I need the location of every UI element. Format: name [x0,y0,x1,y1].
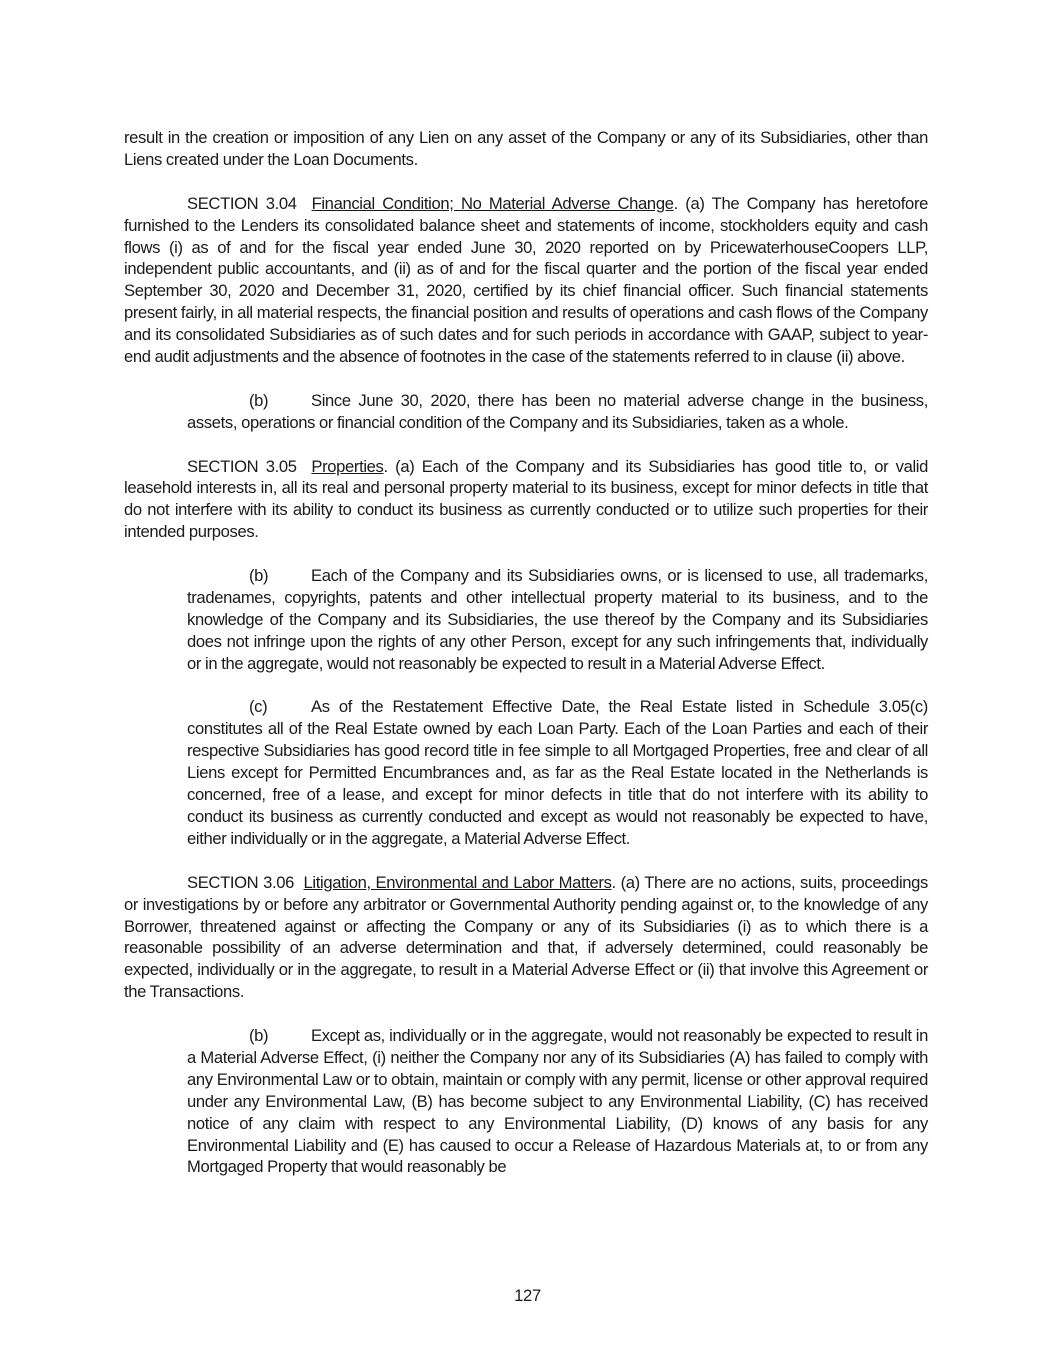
document-body [124,127,928,1178]
subsection-3-05-c [187,696,928,849]
section-text: . (a) Each of the Company and its Subsidiaries has good title to, or valid leasehold interests in, all its real and personal property material to its business, except for minor defects in title that do not interfere with its ability to conduct its business as currently conducted or to utilize such properties for their intended purposes. [124,456,929,542]
subsection-3-04-b [187,390,928,434]
subsection-label: (b) [249,566,269,586]
subsection-text: Except as, individually or in the aggregate, would not reasonably be expected to result in a Material Adverse Effect, (i) neither the Company nor any of its Subsidiaries (A) has failed to comply with any Environmental Law or to obtain, maintain or comply with any permit, license or other approval required under any Environmental Law, (B) has become subject to any Environmental Liability, (C) has received notice of any claim with respect to any Environmental Liability, (D) knows of any basis for any Environmental Liability and (E) has caused to occur a Release of Hazardous Materials at, to or from any Mortgaged Property that would reasonably be [187,1026,928,1177]
section-heading: Financial Condition; No Material Adverse Change [311,193,674,213]
section-text: . (a) There are no actions, suits, proceedings or investigations by or before any arbitrator or Governmental Authority pending against or, to the knowledge of any Borrower, threatened against or affecting the Company or any of its Subsidiaries (i) as to which there is a reasonable possibility of an adverse determination and that, if adversely determined, could reasonably be expected, individually or in the aggregate, to result in a Material Adverse Effect or (ii) that involve this Agreement or the Transactions. [124,872,928,1002]
section-number: SECTION 3.06 [187,872,294,892]
paragraph-continuation: result in the creation or imposition of any Lien on any asset of the Company or any of its Subsidiaries, other than Liens created under the Loan Documents. [124,128,928,169]
section-heading: Litigation, Environmental and Labor Matters [303,872,612,892]
subsection-text: Since June 30, 2020, there has been no material adverse change in the business, assets, operations or financial condition of the Company and its Subsidiaries, taken as a whole. [187,390,928,432]
section-text: . (a) The Company has heretofore furnished to the Lenders its consolidated balance sheet and statements of income, stockholders equity and cash flows (i) as of and for the fiscal year ended June 30, 2020 reported on by PricewaterhouseCoopers LLP, independent public accountants, and (ii) as of and for the fiscal quarter and the portion of the fiscal year ended September 30, 2020 and December 31, 2020, certified by its chief financial officer. Such financial statements present fairly, in all material respects, the financial position and results of operations and cash flows of the Company and its consolidated Subsidiaries as of such dates and for such periods in accordance with GAAP, subject to year-end audit adjustments and the absence of footnotes in the case of the statements referred to in clause (ii) above. [124,193,928,367]
page-number: 127 [514,1286,541,1305]
section-heading: Properties [311,456,384,476]
section-3-06 [124,872,928,1003]
subsection-3-06-b [187,1025,928,1178]
subsection-label: (c) [249,697,268,717]
subsection-label: (b) [249,1026,269,1046]
subsection-3-05-b [187,565,928,675]
subsection-text: Each of the Company and its Subsidiaries owns, or is licensed to use, all trademarks, tradenames, copyrights, patents and other intellectual property material to its business, and to the knowledge of the Company and its Subsidiaries, the use thereof by the Company and its Subsidiaries does not infringe upon the rights of any other Person, except for any such infringements that, individually or in the aggregate, would not reasonably be expected to result in a Material Adverse Effect. [187,566,928,673]
subsection-label: (b) [249,390,269,410]
section-3-05 [124,456,928,544]
section-3-04 [124,193,928,368]
section-number: SECTION 3.05 [187,456,297,476]
subsection-text: As of the Restatement Effective Date, the Real Estate listed in Schedule 3.05(c) constitutes all of the Real Estate owned by each Loan Party. Each of the Loan Parties and each of their respective Subsidiaries has good record title in fee simple to all Mortgaged Properties, free and clear of all Liens except for Permitted Encumbrances and, as far as the Real Estate located in the Netherlands is concerned, free of a lease, and except for minor defects in title that do not interfere with its ability to conduct its business as currently conducted and except as would not reasonably be expected to have, either individually or in the aggregate, a Material Adverse Effect. [187,697,928,848]
section-number: SECTION 3.04 [187,193,297,213]
